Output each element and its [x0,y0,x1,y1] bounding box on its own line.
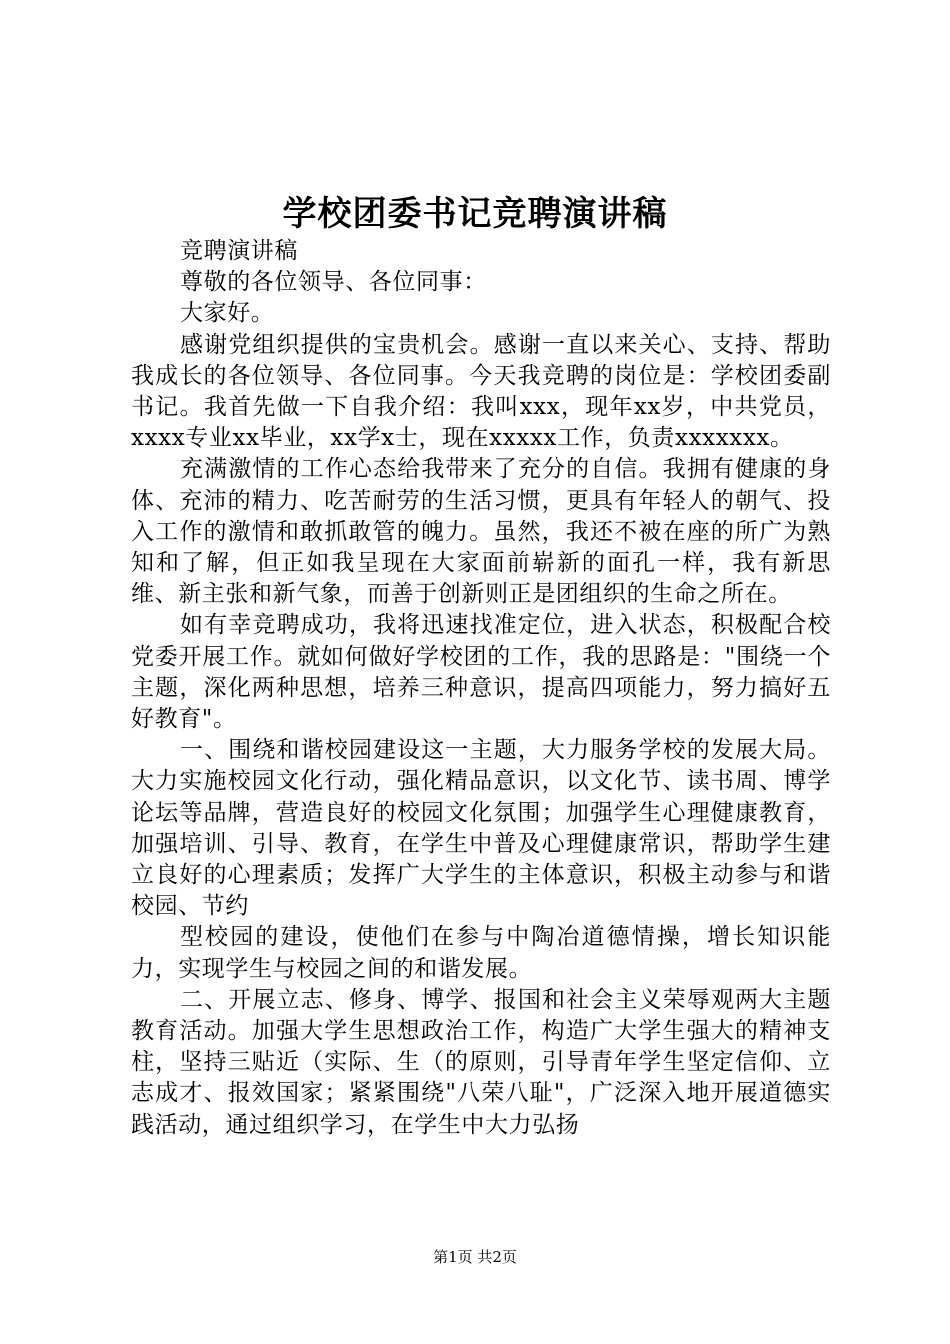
paragraph-point-one: 一、围绕和谐校园建设这一主题，大力服务学校的发展大局。大力实施校园文化行动，强化精品意识，以文化节、读书周、博学论坛等品牌，营造良好的校园文化氛围；加强学生心理健康教育，加强培训、引导、教育，在学生中普及心理健康常识，帮助学生建立良好的心理素质；发挥广大学生的主体意识，积极主动参与和谐校园、节约 [131,737,831,920]
paragraph-greeting: 大家好。 [180,300,275,327]
paragraph-introduction: 感谢党组织提供的宝贵机会。感谢一直以来关心、支持、帮助我成长的各位领导、各位同事。今天我竞聘的岗位是：学校团委副书记。我首先做一下自我介绍：我叫xxx，现年xx岁，中共党员，xxxx专业xx毕业，xx学x士，现在xxxxx工作，负责xxxxxxx。 [131,331,831,452]
page-number-footer: 第1页 共2页 [433,1248,517,1266]
paragraph-point-two: 二、开展立志、修身、博学、报国和社会主义荣辱观两大主题教育活动。加强大学生思想政治工作，构造广大学生强大的精神支柱，坚持三贴近（实际、生（的原则，引导青年学生坚定信仰、立志成才、报效国家；紧紧围绕"八荣八耻"，广泛深入地开展道德实践活动，通过组织学习，在学生中大力弘扬 [131,986,831,1138]
paragraph-point-one-continued: 型校园的建设，使他们在参与中陶冶道德情操，增长知识能力，实现学生与校园之间的和谐发展。 [131,924,831,982]
paragraph-salutation: 尊敬的各位领导、各位同事： [180,269,487,296]
paragraph-plan: 如有幸竞聘成功，我将迅速找准定位，进入状态，积极配合校党委开展工作。就如何做好学校团的工作，我的思路是："围绕一个主题，深化两种思想，培养三种意识，提高四项能力，努力搞好五好教育"。 [131,612,831,733]
paragraph-confidence: 充满激情的工作心态给我带来了充分的自信。我拥有健康的身体、充沛的精力、吃苦耐劳的生活习惯，更具有年轻人的朝气、投入工作的激情和敢抓敢管的魄力。虽然，我还不被在座的所广为熟知和了解，但正如我呈现在大家面前崭新的面孔一样，我有新思维、新主张和新气象，而善于创新则正是团组织的生命之所在。 [131,456,831,608]
paragraph-heading: 竞聘演讲稿 [180,238,298,264]
document-body [131,236,831,1141]
document-title: 学校团委书记竞聘演讲稿 [282,194,668,234]
